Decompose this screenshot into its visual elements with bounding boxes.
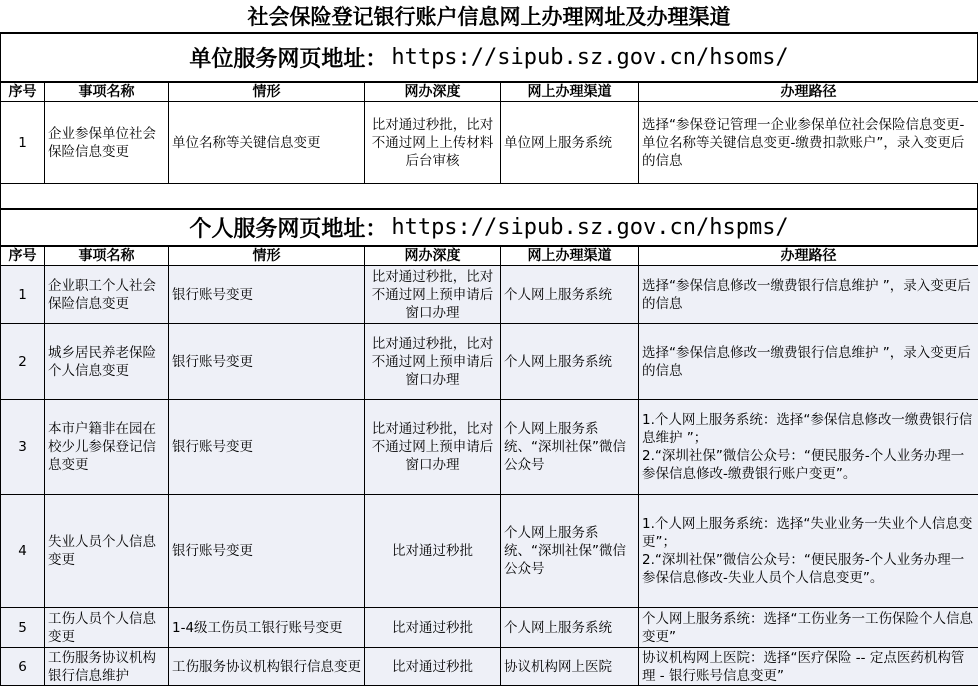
row-no: 3 — [1, 400, 45, 495]
row-item: 工伤服务协议机构银行信息维护 — [45, 648, 169, 686]
personal-section-heading — [0, 208, 978, 246]
row-path: 选择“参保登记管理一企业参保单位社会保险信息变更-单位名称等关键信息变更-缴费扣款账户”，录入变更后的信息 — [639, 102, 978, 184]
col-header-no: 序号 — [1, 83, 45, 102]
row-situation: 银行账号变更 — [169, 495, 365, 608]
page-title: 社会保险登记银行账户信息网上办理网址及办理渠道 — [0, 0, 978, 34]
row-path — [639, 400, 978, 495]
unit-service-table — [0, 82, 978, 184]
row-item: 城乡居民养老保险个人信息变更 — [45, 324, 169, 400]
row-path: 个人网上服务系统：选择“工伤业务一工伤保险个人信息变更” — [639, 608, 978, 648]
path-line: 1.个人网上服务系统：选择“失业业务一失业个人信息变更”； — [642, 516, 973, 550]
row-depth: 比对通过秒批，比对不通过网上预申请后窗口办理 — [365, 324, 501, 400]
row-no: 1 — [1, 266, 45, 324]
row-channel: 个人网上服务系统 — [501, 608, 639, 648]
row-no: 1 — [1, 102, 45, 184]
row-channel: 个人网上服务系统、“深圳社保”微信公众号 — [501, 495, 639, 608]
col-header-path: 办理路径 — [639, 83, 978, 102]
row-depth: 比对通过秒批 — [365, 648, 501, 686]
col-header-situation: 情形 — [169, 247, 365, 266]
path-line: 1.个人网上服务系统：选择“参保信息修改一缴费银行信息维护 ”； — [642, 412, 973, 446]
row-item: 失业人员个人信息变更 — [45, 495, 169, 608]
table-row — [1, 648, 978, 686]
row-situation: 银行账号变更 — [169, 266, 365, 324]
col-header-channel: 网上办理渠道 — [501, 247, 639, 266]
row-situation: 工伤服务协议机构银行信息变更 — [169, 648, 365, 686]
row-situation: 银行账号变更 — [169, 324, 365, 400]
row-depth: 比对通过秒批，比对不通过网上预申请后窗口办理 — [365, 400, 501, 495]
row-item: 工伤人员个人信息变更 — [45, 608, 169, 648]
row-no: 6 — [1, 648, 45, 686]
table-header-row — [1, 247, 978, 266]
personal-heading-label: 个人服务网页地址： — [189, 216, 388, 242]
unit-heading-label: 单位服务网页地址： — [189, 46, 388, 72]
row-channel: 协议机构网上医院 — [501, 648, 639, 686]
row-path: 选择“参保信息修改一缴费银行信息维护 ”，录入变更后的信息 — [639, 266, 978, 324]
row-situation: 1-4级工伤员工银行账号变更 — [169, 608, 365, 648]
table-row — [1, 495, 978, 608]
unit-service-url[interactable]: https://sipub.sz.gov.cn/hsoms/ — [391, 45, 789, 70]
path-line: 2.“深圳社保”微信公众号：“便民服务-个人业务办理一参保信息修改-缴费银行账户变更”。 — [642, 448, 965, 482]
path-line: 2.“深圳社保”微信公众号：“便民服务-个人业务办理一参保信息修改-失业人员个人信息变更”。 — [642, 552, 965, 586]
row-item: 企业参保单位社会保险信息变更 — [45, 102, 169, 184]
table-row — [1, 266, 978, 324]
col-header-item: 事项名称 — [45, 247, 169, 266]
section-spacer — [0, 184, 978, 208]
col-header-depth: 网办深度 — [365, 247, 501, 266]
table-header-row — [1, 83, 978, 102]
col-header-situation: 情形 — [169, 83, 365, 102]
col-header-depth: 网办深度 — [365, 83, 501, 102]
table-row — [1, 400, 978, 495]
table-row — [1, 102, 978, 184]
row-situation: 单位名称等关键信息变更 — [169, 102, 365, 184]
row-channel: 个人网上服务系统 — [501, 266, 639, 324]
row-depth: 比对通过秒批，比对不通过网上预申请后窗口办理 — [365, 266, 501, 324]
row-channel: 个人网上服务系统 — [501, 324, 639, 400]
row-item: 本市户籍非在园在校少儿参保登记信息变更 — [45, 400, 169, 495]
row-path — [639, 495, 978, 608]
row-depth: 比对通过秒批 — [365, 608, 501, 648]
row-channel: 单位网上服务系统 — [501, 102, 639, 184]
row-depth: 比对通过秒批，比对不通过网上上传材料后台审核 — [365, 102, 501, 184]
col-header-no: 序号 — [1, 247, 45, 266]
personal-service-table — [0, 246, 978, 686]
row-path: 协议机构网上医院：选择“医疗保险 -- 定点医药机构管理 - 银行账号信息变更” — [639, 648, 978, 686]
row-item: 企业职工个人社会保险信息变更 — [45, 266, 169, 324]
col-header-item: 事项名称 — [45, 83, 169, 102]
row-channel: 个人网上服务系统、“深圳社保”微信公众号 — [501, 400, 639, 495]
row-path: 选择“参保信息修改一缴费银行信息维护 ”，录入变更后的信息 — [639, 324, 978, 400]
unit-section-heading — [0, 34, 978, 82]
row-no: 4 — [1, 495, 45, 608]
col-header-channel: 网上办理渠道 — [501, 83, 639, 102]
col-header-path: 办理路径 — [639, 247, 978, 266]
table-row — [1, 324, 978, 400]
row-situation: 银行账号变更 — [169, 400, 365, 495]
personal-service-url[interactable]: https://sipub.sz.gov.cn/hspms/ — [391, 215, 789, 240]
row-no: 2 — [1, 324, 45, 400]
table-row — [1, 608, 978, 648]
row-depth: 比对通过秒批 — [365, 495, 501, 608]
row-no: 5 — [1, 608, 45, 648]
